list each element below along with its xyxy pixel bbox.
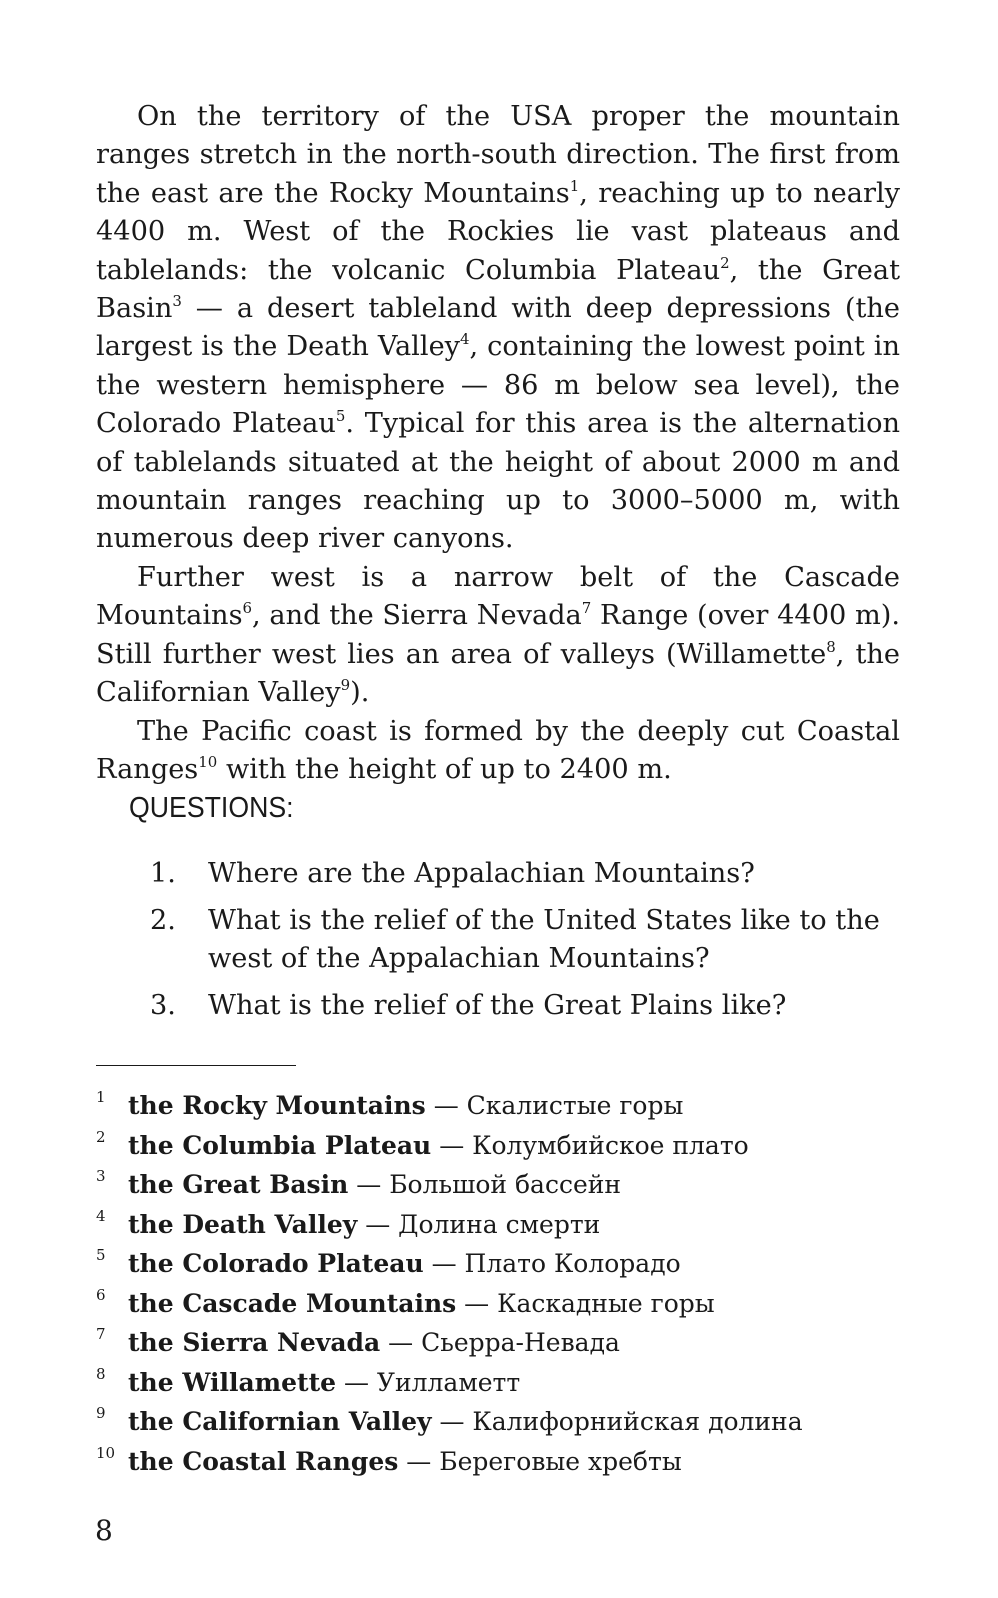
footnote [96, 1126, 896, 1166]
footnotes-list [96, 1086, 896, 1481]
footnote-translation: — Скалистые горы [425, 1091, 684, 1120]
page-number: 8 [95, 1514, 113, 1547]
footnote-translation: — Колумбийское плато [431, 1130, 749, 1160]
footnote-number: 1 [96, 1088, 106, 1106]
footnote-ref: 5 [335, 407, 346, 426]
question-number: 1. [150, 858, 176, 889]
text-run: Range (over 4400 m). Still further west lies an area of valleys (Willamette [96, 600, 901, 670]
footnote [96, 1244, 896, 1284]
footnote [96, 1205, 896, 1245]
footnote-translation: — Долина смерти [357, 1209, 601, 1239]
footnote [96, 1402, 896, 1442]
question-text: Where are the Appalachian Mountains? [208, 858, 755, 889]
questions-list [150, 855, 900, 1034]
footnote-number: 8 [96, 1364, 106, 1383]
footnote-number: 5 [96, 1246, 106, 1264]
footnote-ref: 3 [172, 292, 182, 311]
question-item [150, 902, 900, 978]
footnote-ref: 6 [242, 599, 253, 618]
question-number: 3. [150, 990, 176, 1021]
text-run: Further west is a narrow belt of the Cascade Mountains [96, 561, 900, 632]
text-run: , reaching up to nearly 4400 m. West of the Rockies lie vast plateaus and tablelands: the volcanic Columbia Plateau [96, 177, 900, 286]
text-run: , the Great Basin [96, 254, 901, 325]
footnote-translation: — Каскадные горы [456, 1288, 715, 1318]
paragraph [96, 98, 900, 559]
questions-heading: QUESTIONS: [129, 792, 294, 824]
footnote-translation: — Плато Колорадо [423, 1249, 681, 1278]
question-text: What is the relief of the United States like to the west of the Appalachian Mountains? [208, 905, 880, 974]
footnote-ref: 9 [340, 676, 351, 695]
footnote [96, 1165, 896, 1205]
footnote-ref: 4 [460, 330, 470, 349]
question-number: 2. [150, 905, 176, 936]
footnote-number: 10 [96, 1443, 116, 1462]
footnote [96, 1363, 896, 1403]
footnote-translation: — Большой бассейн [348, 1170, 622, 1199]
footnote-number: 4 [96, 1206, 106, 1225]
footnote-term: the Columbia Plateau [128, 1130, 432, 1160]
footnote-number: 6 [96, 1285, 106, 1304]
text-run: — a desert tableland with deep depressions (the largest is the Death Valley [96, 293, 900, 363]
question-text: What is the relief of the Great Plains like? [208, 990, 787, 1021]
footnote [96, 1323, 896, 1363]
paragraph [96, 559, 900, 713]
text-run: On the territory of the USA proper the mountain ranges stretch in the north-south direction. The first from the east are the Rocky Mountains [96, 101, 900, 209]
footnote-term: the Californian Valley [128, 1407, 432, 1436]
footnote-term: the Willamette [128, 1367, 337, 1397]
footnote-number: 2 [96, 1127, 106, 1146]
text-run: . Typical for this area is the alternation of tablelands situated at the height of about 2000 m and mountain ranges reaching up to 3000–5000 m, with numerous deep river canyons. [96, 408, 900, 555]
text-run: , containing the lowest point in the western hemisphere — 86 m below sea level), the Colorado Plateau [96, 331, 901, 440]
text-run: ). [350, 677, 370, 709]
footnote-term: the Rocky Mountains [128, 1091, 426, 1120]
footnote-translation: — Береговые хребты [398, 1446, 682, 1476]
footnote-translation: — Уилламетт [336, 1367, 521, 1397]
footnote-ref: 7 [581, 599, 592, 618]
footnote-term: the Great Basin [128, 1170, 349, 1199]
footnote-ref: 8 [826, 637, 836, 656]
text-run: with the height of up to 2400 m. [217, 753, 672, 785]
footnote-number: 7 [96, 1325, 106, 1343]
footnote-separator [96, 1065, 296, 1066]
footnote [96, 1442, 896, 1482]
footnote [96, 1086, 896, 1126]
body-text [96, 98, 900, 789]
footnote [96, 1284, 896, 1324]
question-item [150, 855, 900, 893]
footnote-number: 9 [96, 1404, 106, 1422]
footnote-term: the Death Valley [128, 1209, 358, 1239]
footnote-ref: 10 [198, 753, 218, 772]
footnote-number: 3 [96, 1167, 106, 1185]
footnote-ref: 1 [569, 177, 580, 196]
footnote-translation: — Калифорнийская долина [431, 1407, 803, 1436]
question-item [150, 987, 900, 1025]
paragraph [96, 713, 900, 790]
text-run: , the Californian Valley [96, 638, 900, 709]
footnote-term: the Colorado Plateau [128, 1249, 424, 1278]
footnote-translation: — Сьерра-Невада [380, 1328, 620, 1357]
footnote-term: the Cascade Mountains [128, 1288, 457, 1318]
text-run: The Pacific coast is formed by the deeply cut Coastal Ranges [96, 715, 900, 785]
text-run: , and the Sierra Nevada [252, 600, 582, 632]
footnote-ref: 2 [720, 253, 730, 272]
footnote-term: the Sierra Nevada [128, 1328, 381, 1357]
footnote-term: the Coastal Ranges [128, 1446, 399, 1476]
